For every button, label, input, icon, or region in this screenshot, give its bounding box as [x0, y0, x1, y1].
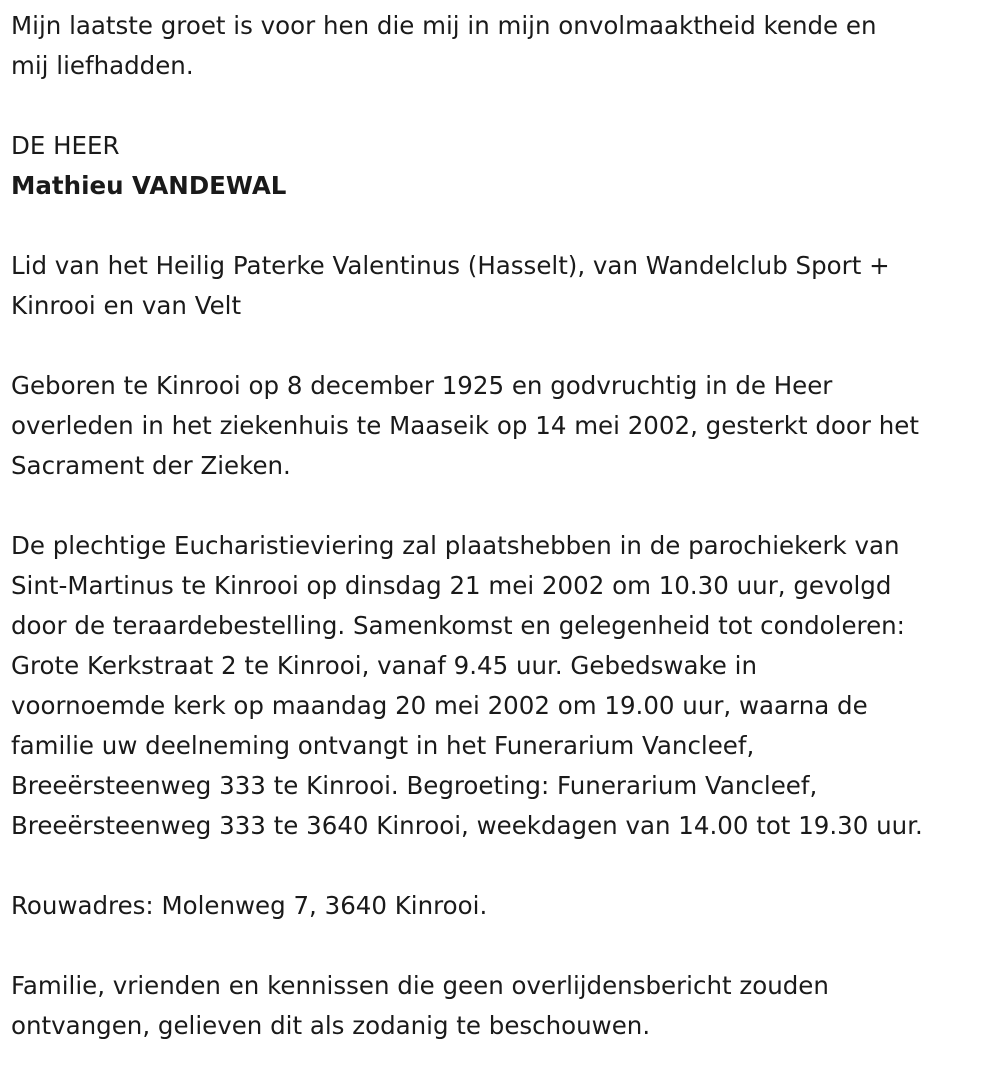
ceremony-info — [11, 526, 996, 846]
memberships — [11, 246, 996, 326]
epigraph — [11, 6, 996, 86]
birth-death-info — [11, 366, 996, 486]
text-line: Sacrament der Zieken. — [11, 451, 291, 480]
text-line: Rouwadres: Molenweg 7, 3640 Kinrooi. — [11, 891, 488, 920]
text-line: Geboren te Kinrooi op 8 december 1925 en godvruchtig in de Heer — [11, 371, 833, 400]
honorific: DE HEER — [11, 131, 120, 160]
text-line: Kinrooi en van Velt — [11, 291, 242, 320]
text-line: voornoemde kerk op maandag 20 mei 2002 om 19.00 uur, waarna de — [11, 691, 868, 720]
text-line: Sint-Martinus te Kinrooi op dinsdag 21 mei 2002 om 10.30 uur, gevolgd — [11, 571, 892, 600]
deceased-heading — [11, 126, 996, 206]
text-line: familie uw deelneming ontvangt in het Funerarium Vancleef, — [11, 731, 755, 760]
mourning-address — [11, 886, 996, 926]
deceased-name: Mathieu VANDEWAL — [11, 171, 287, 200]
text-line: door de teraardebestelling. Samenkomst en gelegenheid tot condoleren: — [11, 611, 905, 640]
text-line: ontvangen, gelieven dit als zodanig te beschouwen. — [11, 1011, 651, 1040]
text-line: De plechtige Eucharistieviering zal plaatshebben in de parochiekerk van — [11, 531, 900, 560]
text-line: Mijn laatste groet is voor hen die mij in mijn onvolmaaktheid kende en — [11, 11, 877, 40]
text-line: Breeërsteenweg 333 te Kinrooi. Begroeting: Funerarium Vancleef, — [11, 771, 818, 800]
text-line: Familie, vrienden en kennissen die geen overlijdensbericht zouden — [11, 971, 829, 1000]
text-line: Lid van het Heilig Paterke Valentinus (Hasselt), van Wandelclub Sport + — [11, 251, 890, 280]
text-line: overleden in het ziekenhuis te Maaseik op 14 mei 2002, gesterkt door het — [11, 411, 919, 440]
text-line: mij liefhadden. — [11, 51, 194, 80]
closing-note — [11, 966, 996, 1046]
text-line: Breeërsteenweg 333 te 3640 Kinrooi, weekdagen van 14.00 tot 19.30 uur. — [11, 811, 923, 840]
text-line: Grote Kerkstraat 2 te Kinrooi, vanaf 9.45 uur. Gebedswake in — [11, 651, 757, 680]
obituary-document — [11, 6, 996, 1086]
